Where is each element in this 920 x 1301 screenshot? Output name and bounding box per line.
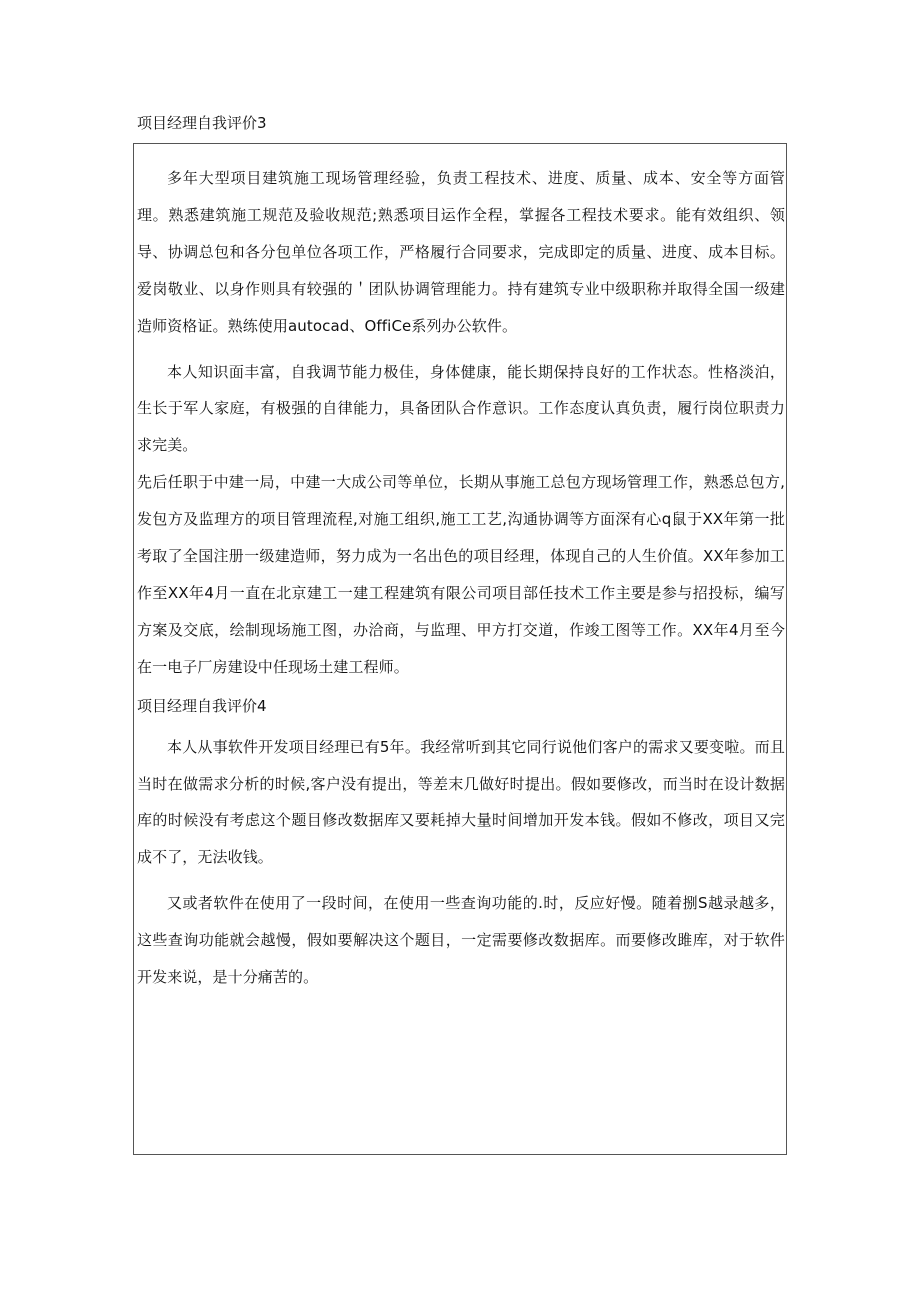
section-4-paragraph-1: 本人从事软件开发项目经理已有5年。我经常听到其它同行说他们客户的需求又要变啦。而且当时在做需求分析的时候,客户没有提出，等差末几做好时提出。假如要修改，而当时在设计数据库的时候没有考虑这个题目修改数据库又要耗掉大量时间增加开发本钱。假如不修改，项目又完成不了，无法收钱。 [137,737,785,867]
section-3-paragraph-3: 先后任职于中建一局，中建一大成公司等单位，长期从事施工总包方现场管理工作，熟悉总包方,发包方及监理方的项目管理流程,对施工组织,施工工艺,沟通协调等方面深有心q鼠于XX年第一批考取了全国注册一级建造师，努力成为一名出色的项目经理，体现自己的人生价值。XX年参加工作至XX年4月一直在北京建工一建工程建筑有限公司项目部任技术工作主要是参与招投标，编写方案及交底，绘制现场施工图，办洽商，与监理、甲方打交道，作竣工图等工作。XX年4月至今在一电子厂房建设中任现场土建工程师。 [137,473,785,676]
section-3-paragraph-1: 多年大型项目建筑施工现场管理经验，负责工程技术、进度、质量、成本、安全等方面管理。熟悉建筑施工规范及验收规范;熟悉项目运作全程，掌握各工程技术要求。能有效组织、领导、协调总包和各分包单位各项工作，严格履行合同要求，完成即定的质量、进度、成本目标。爱岗敬业、以身作则具有较强的＇团队协调管理能力。持有建筑专业中级职称并取得全国一级建造师资格证。熟练使用autocad、OffiCe系列办公软件。 [137,169,785,335]
section-4-heading: 项目经理自我评价4 [137,696,267,715]
section-3-paragraph-2: 本人知识面丰富，自我调节能力极佳，身体健康，能长期保持良好的工作状态。性格淡泊，生长于军人家庭，有极强的自律能力，具备团队合作意识。工作态度认真负责，履行岗位职责力求完美。 [137,362,785,455]
document-body [137,160,785,996]
section-3-heading: 项目经理自我评价3 [137,114,267,132]
section-4-paragraph-2: 又或者软件在使用了一段时间，在使用一些查询功能的.时，反应好慢。随着捌S越录越多，这些查询功能就会越慢，假如要解决这个题目，一定需要修改数据库。而要修改雎库，对于软件开发来说，是十分痛苦的。 [137,894,785,987]
